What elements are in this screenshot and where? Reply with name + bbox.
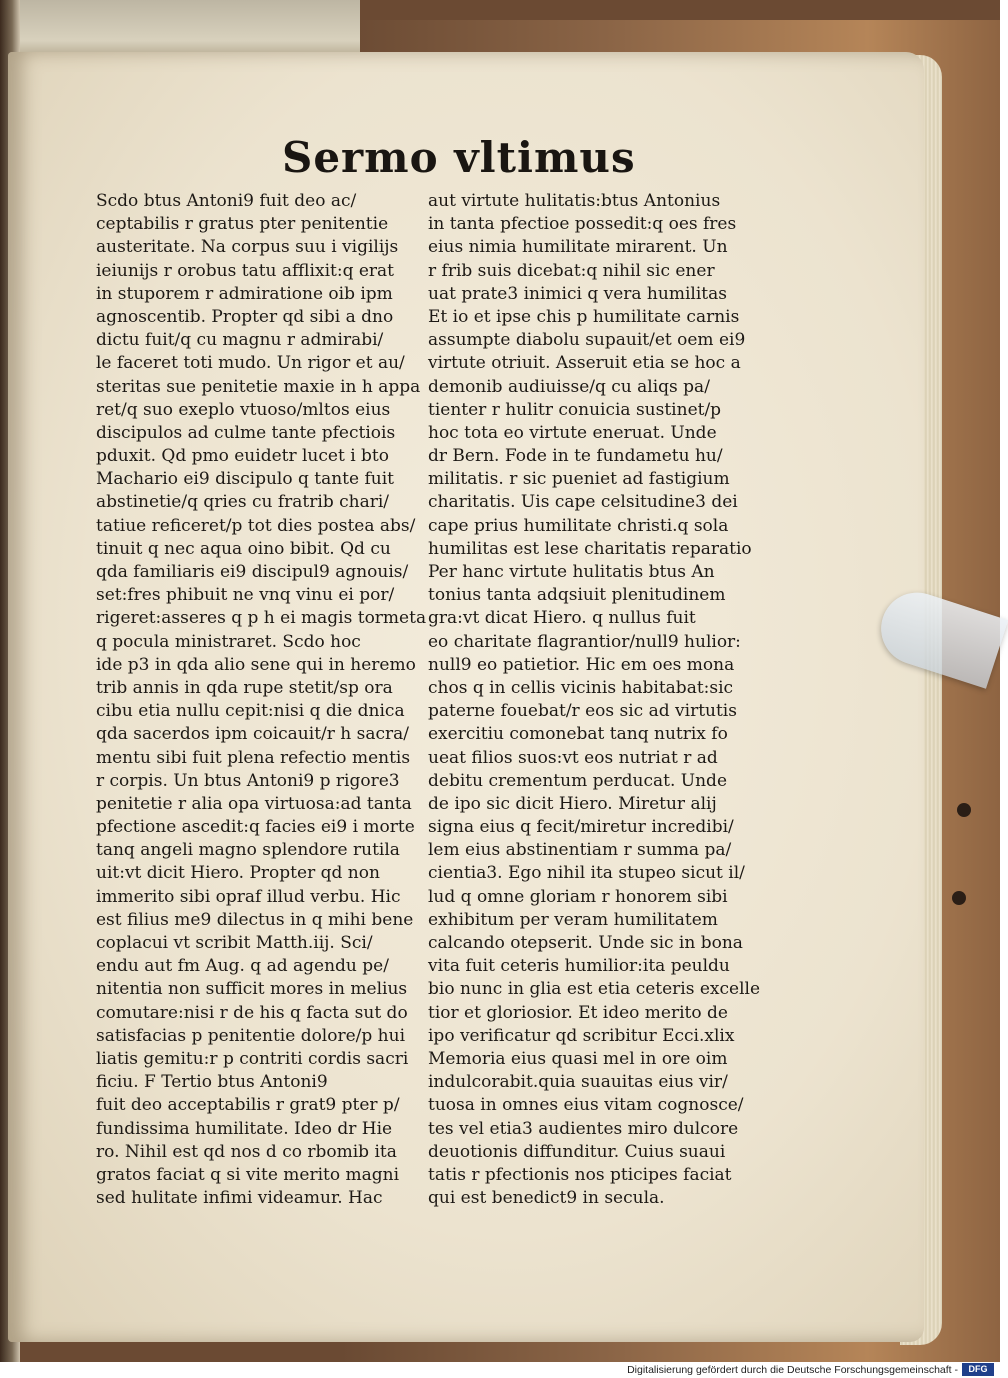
text-line: ieiunijs r orobus tatu afflixit:q erat — [96, 260, 395, 281]
text-line: uat prate3 inimici q vera humilitas — [428, 283, 727, 304]
text-line: qui est benedict9 in secula. — [428, 1188, 665, 1209]
text-line: paterne fouebat/r eos sic ad virtutis — [428, 701, 737, 722]
text-line: mentu sibi fuit plena refectio mentis — [96, 747, 411, 768]
text-line: cibu etia nullu cepit:nisi q die dnica — [96, 701, 405, 722]
text-line: qda familiaris ei9 discipul9 agnouis/ — [96, 562, 409, 582]
right-text-column — [428, 190, 761, 1209]
text-line: ficiu. F Tertio btus Antoni9 — [96, 1072, 328, 1093]
text-line: fundissima humilitate. Ideo dr Hie — [96, 1118, 393, 1139]
text-line: ipo verificatur qd scribitur Ecci.xlix — [428, 1025, 735, 1046]
text-line: r corpis. Un btus Antoni9 p rigore3 — [96, 770, 400, 791]
text-line: q pocula ministraret. Scdo hoc — [96, 631, 361, 652]
text-line: r frib suis dicebat:q nihil sic ener — [428, 260, 715, 281]
text-line: steritas sue penitetie maxie in h appa — [96, 376, 421, 397]
dfg-logo: DFG — [962, 1363, 994, 1376]
text-line: cientia3. Ego nihil ita stupeo sicut il/ — [428, 863, 745, 884]
text-line: liatis gemitu:r p contriti cordis sacri — [96, 1048, 409, 1069]
text-line: Et io et ipse chis p humilitate carnis — [428, 306, 740, 327]
text-line: gratos faciat q si vite merito magni — [96, 1164, 400, 1185]
text-line: le faceret toti mudo. Un rigor et au/ — [96, 353, 405, 374]
text-line: fuit deo acceptabilis r grat9 pter p/ — [96, 1095, 400, 1116]
footer-bar — [0, 1362, 1000, 1378]
text-line: tanq angeli magno splendore rutila — [96, 840, 400, 861]
text-line: militatis. r sic pueniet ad fastigium — [428, 469, 730, 490]
text-line: aut virtute hulitatis:btus Antonius — [428, 191, 721, 211]
text-line: gra:vt dicat Hiero. q nullus fuit — [428, 608, 696, 629]
text-line: exercitiu comonebat tanq nutrix fo — [428, 724, 728, 745]
text-line: penitetie r alia opa virtuosa:ad tanta — [96, 793, 412, 814]
text-line: eius nimia humilitate mirarent. Un — [428, 237, 728, 258]
text-line: debitu crementum perducat. Unde — [428, 770, 728, 791]
text-line: lud q omne gloriam r honorem sibi — [428, 886, 728, 907]
text-line: dictu fuit/q cu magnu r admirabi/ — [96, 330, 384, 351]
funding-credit: Digitalisierung gefördert durch die Deutsche Forschungsgemeinschaft - — [627, 1364, 958, 1376]
text-line: chos q in cellis vicinis habitabat:sic — [428, 677, 734, 698]
text-line: satisfacias p penitentie dolore/p hui — [96, 1025, 406, 1046]
text-line: Machario ei9 discipulo q tante fuit — [96, 469, 394, 490]
text-line: in stuporem r admiratione oib ipm — [96, 283, 393, 304]
text-line: tior et gloriosior. Et ideo merito de — [428, 1002, 728, 1023]
text-line: tes vel etia3 audientes miro dulcore — [428, 1118, 739, 1139]
text-line: de ipo sic dicit Hiero. Miretur alij — [428, 793, 717, 814]
text-line: trib annis in qda rupe stetit/sp ora — [96, 677, 393, 698]
text-line: hoc tota eo virtute eneruat. Unde — [428, 422, 717, 443]
text-line: ret/q suo exeplo vtuoso/mltos eius — [96, 399, 391, 420]
text-line: sed hulitate infimi videamur. Hac — [96, 1188, 383, 1209]
text-line: signa eius q fecit/miretur incredibi/ — [428, 817, 734, 838]
text-line: dr Bern. Fode in te fundametu hu/ — [428, 446, 723, 467]
text-line: qda sacerdos ipm coicauit/r h sacra/ — [96, 724, 410, 745]
text-line: tatis r pfectionis nos pticipes faciat — [428, 1164, 732, 1185]
text-line: tienter r hulitr conuicia sustinet/p — [428, 399, 722, 420]
text-line: pfectione ascedit:q facies ei9 i morte — [96, 817, 415, 838]
text-line: agnoscentib. Propter qd sibi a dno — [96, 306, 394, 327]
text-line: endu aut fm Aug. q ad agendu pe/ — [96, 956, 389, 977]
binding-strip — [0, 0, 360, 58]
binding-hole — [957, 803, 971, 817]
text-line: indulcorabit.quia suauitas eius vir/ — [428, 1072, 728, 1093]
text-line: lem eius abstinentiam r summa pa/ — [428, 840, 732, 861]
text-line: Memoria eius quasi mel in ore oim — [428, 1048, 728, 1069]
text-line: vita fuit ceteris humilior:ita peuldu — [428, 956, 730, 977]
text-line: demonib audiuisse/q cu aliqs pa/ — [428, 376, 710, 397]
text-line: virtute otriuit. Asseruit etia se hoc a — [428, 353, 741, 374]
text-line: tinuit q nec aqua oino bibit. Qd cu — [96, 538, 391, 559]
text-line: tonius tanta adqsiuit plenitudinem — [428, 585, 726, 606]
text-line: coplacui vt scribit Matth.iij. Sci/ — [96, 933, 373, 953]
text-line: comutare:nisi r de his q facta sut do — [96, 1002, 408, 1023]
text-line: exhibitum per veram humilitatem — [428, 909, 718, 930]
text-line: calcando otepserit. Unde sic in bona — [428, 933, 743, 953]
text-line: Scdo btus Antoni9 fuit deo ac/ — [96, 191, 357, 211]
text-line: eo charitate flagrantior/null9 hulior: — [428, 631, 741, 652]
text-line: pduxit. Qd pmo euidetr lucet i bto — [96, 446, 389, 467]
page-title: Sermo vltimus — [282, 133, 636, 182]
left-text-column — [96, 190, 427, 1209]
text-line: rigeret:asseres q p h ei magis tormeta — [96, 608, 427, 629]
text-line: discipulos ad culme tante pfectiois — [96, 422, 396, 443]
text-line: immerito sibi opraf illud verbu. Hic — [96, 886, 401, 907]
text-line: null9 eo patietior. Hic em oes mona — [428, 654, 735, 675]
text-line: Per hanc virtute hulitatis btus An — [428, 562, 715, 582]
text-line: bio nunc in glia est etia ceteris excelle — [428, 979, 761, 1000]
text-line: est filius me9 dilectus in q mihi bene — [96, 909, 414, 930]
text-line: humilitas est lese charitatis reparatio — [428, 538, 752, 559]
text-line: tatiue reficeret/p tot dies postea abs/ — [96, 515, 416, 536]
text-line: in tanta pfectioe possedit:q oes fres — [428, 214, 737, 235]
text-line: ueat filios suos:vt eos nutriat r ad — [428, 747, 718, 768]
text-line: assumpte diabolu supauit/et oem ei9 — [428, 330, 746, 351]
text-line: cape prius humilitate christi.q sola — [428, 515, 729, 536]
text-line: set:fres phibuit ne vnq vinu ei por/ — [96, 585, 395, 606]
text-line: ro. Nihil est qd nos d co rbomib ita — [96, 1141, 397, 1162]
binding-hole — [952, 891, 966, 905]
text-line: uit:vt dicit Hiero. Propter qd non — [96, 863, 380, 884]
text-line: ceptabilis r gratus pter penitentie — [96, 214, 389, 235]
text-line: charitatis. Uis cape celsitudine3 dei — [428, 492, 738, 513]
text-line: tuosa in omnes eius vitam cognosce/ — [428, 1095, 744, 1116]
text-line: abstinetie/q qries cu fratrib chari/ — [96, 492, 390, 513]
text-line: austeritate. Na corpus suu i vigilijs — [96, 237, 399, 258]
text-line: nitentia non sufficit mores in melius — [96, 979, 408, 1000]
text-line: ide p3 in qda alio sene qui in heremo — [96, 654, 416, 675]
text-line: deuotionis diffunditur. Cuius suaui — [428, 1141, 726, 1162]
